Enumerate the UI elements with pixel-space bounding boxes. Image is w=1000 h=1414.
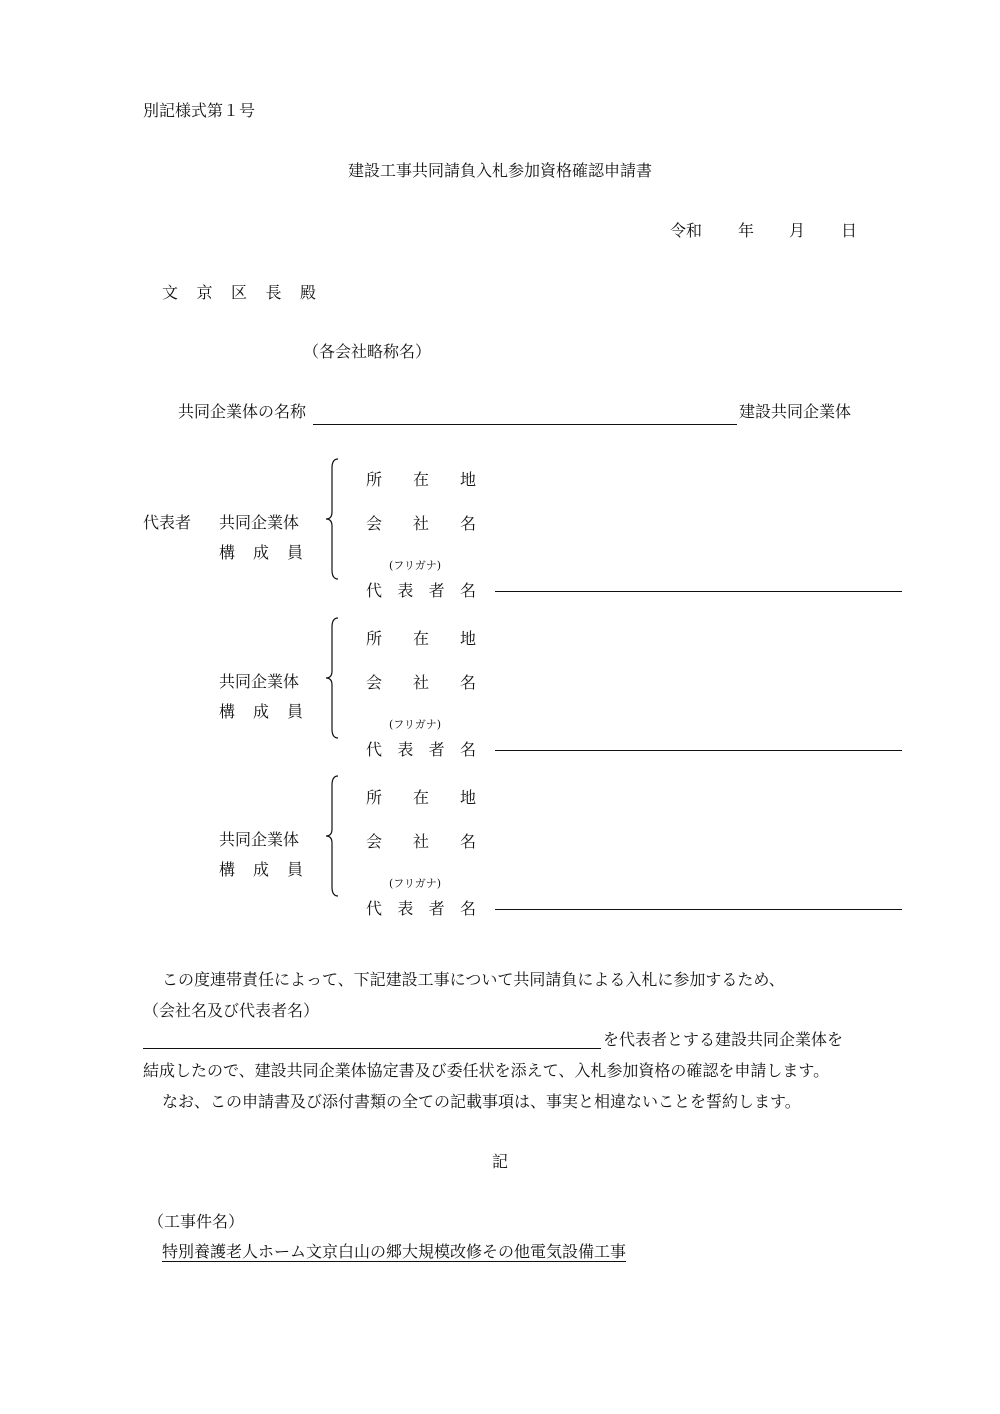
representative-label: 代表者 [143,513,192,532]
date-era: 令和 [670,221,703,240]
left-brace [324,775,342,897]
member-sublabel: 構 成 員 [219,702,303,721]
left-brace [324,458,342,580]
rep-name-line [495,909,902,910]
member-label: 共同企業体 [219,672,300,691]
date-year: 年 [738,221,755,240]
rep-name-label: 代 表 者 名 [366,899,476,918]
jv-name-suffix: 建設共同企業体 [739,402,852,421]
addressee-char: 長 [265,283,282,302]
abbreviation-label: （各会社略称名） [303,342,432,361]
company-name-label: 会 社 名 [366,673,476,692]
addressee-char: 京 [196,283,213,302]
furigana-label: (フリガナ) [389,559,442,572]
member-sublabel: 構 成 員 [219,860,303,879]
jv-name-label: 共同企業体の名称 [178,402,307,421]
jv-name-blank-line [313,424,737,425]
furigana-label: (フリガナ) [389,877,442,890]
rep-name-line [495,591,902,592]
company-name-label: 会 社 名 [366,514,476,533]
document-title: 建設工事共同請負入札参加資格確認申請書 [347,161,652,180]
rep-name-line [495,750,902,751]
body-line-1: この度連帯責任によって、下記建設工事について共同請負による入札に参加するため、 [162,970,785,989]
address-label: 所 在 地 [366,629,476,648]
addressee [162,285,316,301]
addressee-char: 殿 [299,283,316,302]
body-line-5: なお、この申請書及び添付書類の全ての記載事項は、事実と相違ないことを誓約します。 [162,1092,801,1111]
form-number: 別記様式第１号 [143,101,256,120]
body-line-2: （会社名及び代表者名） [143,1001,320,1020]
representative-blank-line [143,1048,601,1049]
member-label: 共同企業体 [219,830,300,849]
addressee-char: 文 [162,283,179,302]
address-label: 所 在 地 [366,470,476,489]
left-brace [324,617,342,739]
work-name: 特別養護老人ホーム文京白山の郷大規模改修その他電気設備工事 [162,1242,627,1261]
rep-name-label: 代 表 者 名 [366,740,476,759]
furigana-label: (フリガナ) [389,718,442,731]
company-name-label: 会 社 名 [366,832,476,851]
ki-mark: 記 [492,1152,509,1171]
address-label: 所 在 地 [366,788,476,807]
date-day: 日 [841,221,858,240]
date-month: 月 [789,221,806,240]
body-line-4: 結成したので、建設共同企業体協定書及び委任状を添えて、入札参加資格の確認を申請します。 [143,1061,830,1080]
body-line-3: を代表者とする建設共同企業体を [603,1030,844,1049]
member-label: 共同企業体 [219,513,300,532]
addressee-char: 区 [230,283,247,302]
member-sublabel: 構 成 員 [219,543,303,562]
rep-name-label: 代 表 者 名 [366,581,476,600]
work-label: （工事件名） [148,1212,245,1231]
